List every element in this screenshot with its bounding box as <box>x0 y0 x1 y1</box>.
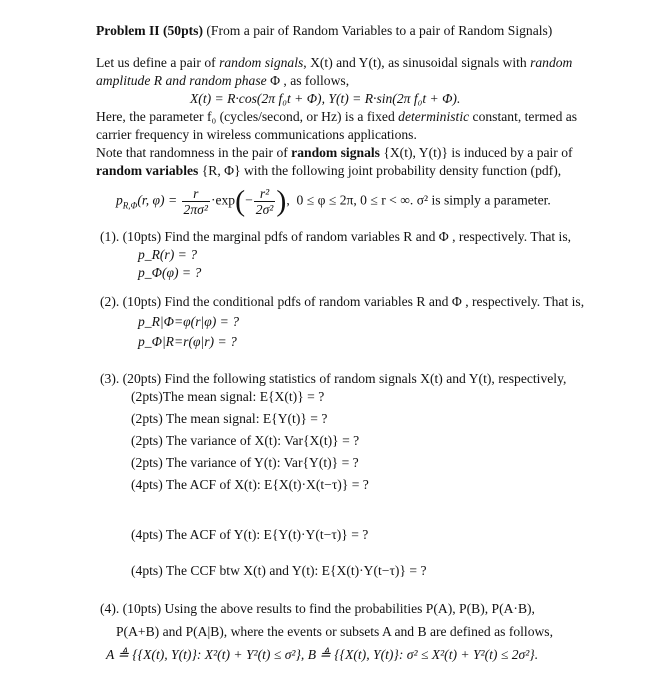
question-3-item: (4pts) The ACF of Y(t): E{Y(t)·Y(t−τ)} = ? <box>131 527 369 542</box>
intro-text: Let us define a pair of <box>96 55 220 70</box>
question-4-line-1: (4). (10pts) Using the above results to find the probabilities P(A), P(B), P(A·B), <box>100 601 535 616</box>
pdf-fraction-1 <box>182 186 210 217</box>
intro-term: deterministic <box>398 109 470 124</box>
intro-bold: random variables <box>96 163 199 178</box>
joint-pdf-equation: $p_{R,\Phi}(r$, φ) = $\frac{r}{\text{2πσ²}}$ ·exp(− $\frac{\text{r²}}{\text{2σ²}}$ ), 0 ≤ φ ≤ 2π, 0 ≤ r < ∞. σ² is simply a parameter. <box>116 184 551 218</box>
intro-bold: random signals <box>291 145 380 160</box>
pdf-exp: ·exp <box>210 192 236 208</box>
pdf-fraction-1-numerator: r <box>182 186 210 202</box>
intro-line-1 <box>96 54 572 72</box>
pdf-fraction-2-numerator: r² <box>254 186 276 202</box>
intro-line-4: carrier frequency in wireless communications applications. <box>96 127 417 142</box>
pdf-fraction-1-denominator: 2πσ² <box>183 202 208 217</box>
question-2b: p_Φ|R=r(φ|r) = ? <box>138 334 237 349</box>
question-3-item: (4pts) The ACF of X(t): E{X(t)·X(t−τ)} = ? <box>131 477 369 492</box>
intro-text: {R, Φ} with the following joint probability density function (pdf), <box>198 163 562 178</box>
question-4-line-2: P(A+B) and P(A|B), where the events or subsets A and B are defined as follows, <box>116 624 553 639</box>
intro-text: Φ , as follows, <box>266 73 350 88</box>
intro-text: , X(t) and Y(t), as sinusoidal signals with <box>303 55 531 70</box>
intro-text: Here, the parameter f₀ (cycles/second, or Hz) is a fixed <box>96 109 399 124</box>
question-1a: p_R(r) = ? <box>138 247 198 262</box>
pdf-lhs-subscript: R,Φ <box>122 200 138 211</box>
intro-text: constant, termed as <box>469 109 578 124</box>
pdf-condition: 0 ≤ φ ≤ 2π, 0 ≤ r < ∞. σ² is simply a parameter. <box>296 192 551 208</box>
problem-title <box>96 22 552 40</box>
question-3-item: (2pts) The mean signal: E{Y(t)} = ? <box>131 411 328 426</box>
pdf-lhs: p <box>116 192 123 208</box>
question-3-item: (2pts) The variance of Y(t): Var{Y(t)} = ? <box>131 455 359 470</box>
question-3-item: (2pts) The variance of X(t): Var{X(t)} = ? <box>131 433 360 448</box>
question-3-item: (4pts) The CCF btw X(t) and Y(t): E{X(t)·Y(t−τ)} = ? <box>131 563 427 578</box>
question-1b: p_Φ(φ) = ? <box>138 265 202 280</box>
question-3-item: (2pts)The mean signal: E{X(t)} = ? <box>131 389 325 404</box>
problem-title-bold: Problem II (50pts) <box>96 23 203 38</box>
question-1: (1). (10pts) Find the marginal pdfs of random variables R and Φ , respectively. That is, <box>100 229 572 244</box>
question-3: (3). (20pts) Find the following statistics of random signals X(t) and Y(t), respectively, <box>100 371 567 386</box>
intro-term: amplitude R and random phase <box>96 73 267 88</box>
intro-term: random <box>530 55 573 70</box>
intro-text: Note that randomness in the pair of <box>96 145 292 160</box>
intro-line-5 <box>96 144 573 162</box>
pdf-fraction-2 <box>254 186 276 217</box>
signal-equation: X(t) = R·cos(2π f₀t + Φ), Y(t) = R·sin(2π f₀t + Φ). <box>190 91 461 106</box>
pdf-fraction-2-denominator: 2σ² <box>255 202 274 217</box>
problem-title-rest: (From a pair of Random Variables to a pair of Random Signals) <box>202 23 553 38</box>
question-2: (2). (10pts) Find the conditional pdfs of random variables R and Φ , respectively. That is, <box>100 294 585 309</box>
intro-line-2 <box>96 72 349 90</box>
intro-term: random signals <box>219 55 304 70</box>
intro-line-3 <box>96 108 577 126</box>
pdf-lhs-args: (r, φ) = <box>137 192 178 208</box>
question-2a: p_R|Φ=φ(r|φ) = ? <box>138 314 240 329</box>
intro-line-6 <box>96 162 561 180</box>
intro-text: {X(t), Y(t)} is induced by a pair of <box>379 145 573 160</box>
question-4-line-3: A ≜ {{X(t), Y(t)}: X²(t) + Y²(t) ≤ σ²}, B ≜ {{X(t), Y(t)}: σ² ≤ X²(t) + Y²(t) ≤ 2σ²}. <box>106 647 539 662</box>
